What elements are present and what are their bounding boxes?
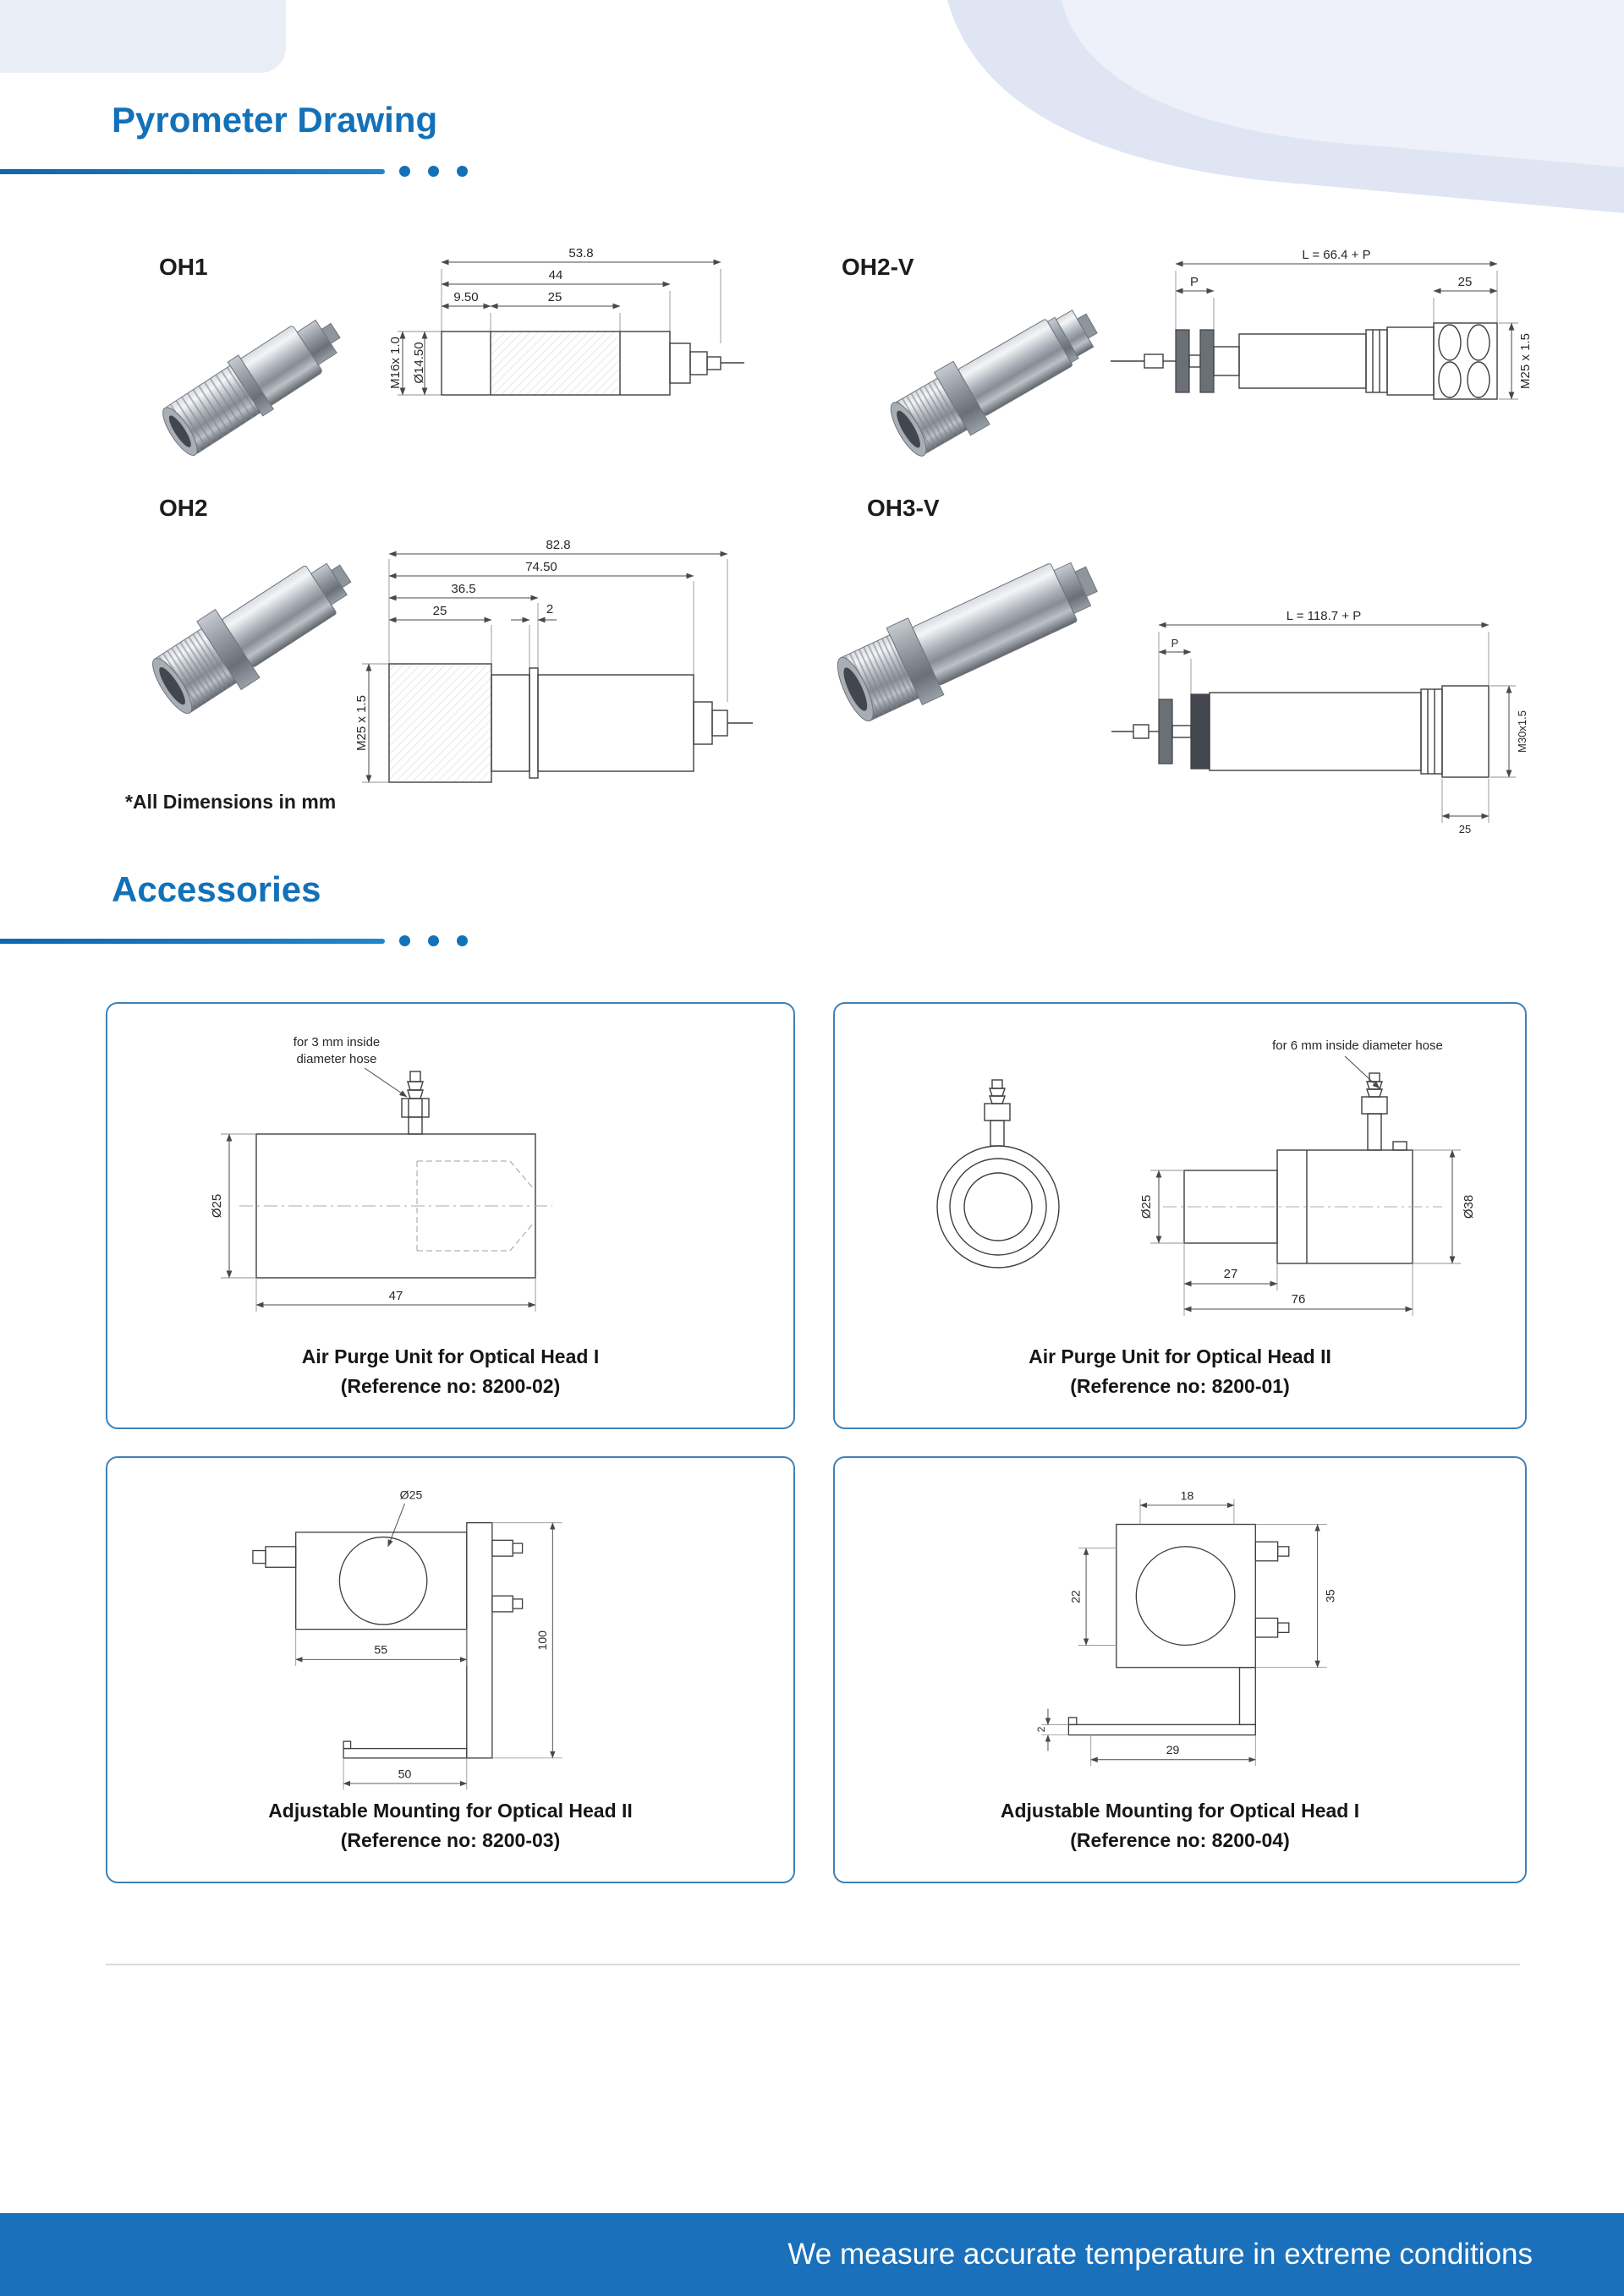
mounting-1-dim-left: 22 xyxy=(1068,1590,1083,1603)
decor-top-right-wave xyxy=(897,0,1624,279)
oh1-dim-950: 9.50 xyxy=(453,290,479,304)
oh1-label: OH1 xyxy=(159,254,208,280)
air-purge-2-dim-dia-small: Ø25 xyxy=(1139,1194,1154,1219)
accessory-reference: (Reference no: 8200-03) xyxy=(340,1828,561,1851)
oh2v-photo-sensor xyxy=(881,292,1110,465)
mounting-1-bracket xyxy=(1068,1525,1288,1735)
oh3v-dim-total: L = 118.7 + P xyxy=(1286,609,1362,623)
oh2v-dimension-drawing xyxy=(1095,247,1535,467)
accessory-reference: (Reference no: 8200-02) xyxy=(340,1374,561,1397)
oh1-thread-hatch xyxy=(491,332,620,395)
mounting-2-dim-dia: Ø25 xyxy=(399,1488,422,1502)
oh2-dim-365: 36.5 xyxy=(451,582,476,596)
air-purge-2-callout: for 6 mm inside diameter hose xyxy=(1272,1038,1443,1053)
oh3v-dim-25: 25 xyxy=(1458,823,1472,836)
accessory-card-mounting-2 xyxy=(106,1456,795,1883)
oh2-dim-2: 2 xyxy=(546,602,554,616)
air-purge-2-drawing xyxy=(859,1024,1501,1320)
oh2-dim-745: 74.50 xyxy=(525,560,557,574)
air-purge-1-callout-line2: diameter hose xyxy=(295,1052,377,1066)
air-purge-2-dim-dia-big: Ø38 xyxy=(1462,1194,1476,1219)
accessories-rule xyxy=(0,939,385,944)
oh3v-body-outline xyxy=(1210,693,1421,770)
oh2v-dim-p: P xyxy=(1189,275,1199,289)
accessories-title: Accessories xyxy=(112,869,321,909)
accessory-title: Adjustable Mounting for Optical Head II xyxy=(268,1800,633,1822)
accessory-title: Air Purge Unit for Optical Head II xyxy=(1029,1345,1331,1367)
oh2v-label: OH2-V xyxy=(842,254,914,280)
oh2v-product-photo xyxy=(850,279,1121,490)
title-rule-dots xyxy=(399,166,468,177)
air-purge-2-dim-total: 76 xyxy=(1291,1292,1306,1307)
mounting-2-dim-width: 55 xyxy=(373,1642,387,1657)
oh2v-body-outline xyxy=(1239,334,1366,388)
dot-icon xyxy=(457,935,468,946)
oh3v-photo-sensor xyxy=(827,541,1109,732)
oh1-product-photo xyxy=(118,288,372,490)
oh3v-dimension-drawing xyxy=(1100,605,1531,858)
oh2-product-photo xyxy=(114,520,376,757)
air-purge-1-nozzle xyxy=(402,1071,429,1134)
accessory-card-mounting-1 xyxy=(833,1456,1527,1883)
footer-tagline: We measure accurate temperature in extreme conditions xyxy=(787,2238,1533,2271)
oh3v-dim-p: P xyxy=(1171,637,1179,649)
oh2-photo-sensor xyxy=(141,540,367,726)
mounting-1-caption xyxy=(1001,1796,1359,1855)
oh2-dim-25: 25 xyxy=(432,604,447,618)
air-purge-1-dim-len: 47 xyxy=(388,1289,403,1303)
oh3v-label: OH3-V xyxy=(867,495,940,521)
oh2-dim-total: 82.8 xyxy=(546,538,571,552)
oh1-dimension-drawing xyxy=(381,247,744,467)
oh3v-dim-thread: M30x1.5 xyxy=(1516,710,1528,753)
accessory-title: Air Purge Unit for Optical Head I xyxy=(301,1345,600,1367)
oh1-dim-44: 44 xyxy=(548,268,563,282)
oh2-dimension-drawing xyxy=(338,537,753,816)
mounting-1-drawing xyxy=(859,1478,1501,1796)
accessory-reference: (Reference no: 8200-01) xyxy=(1070,1374,1290,1397)
air-purge-2-side-view xyxy=(1163,1073,1442,1263)
oh2-body-outline xyxy=(538,675,694,771)
mounting-2-dim-height: 100 xyxy=(535,1630,549,1651)
mounting-1-dim-thickness: 2 xyxy=(1035,1726,1048,1733)
oh2-label: OH2 xyxy=(159,495,208,521)
air-purge-2-dim-front: 27 xyxy=(1223,1267,1238,1281)
decor-top-left-shape xyxy=(0,0,286,73)
oh1-dim-diameter: Ø14.50 xyxy=(412,342,426,384)
oh2-thread-hatch xyxy=(389,664,491,782)
mounting-1-dim-right: 35 xyxy=(1323,1589,1337,1603)
oh2v-dim-thread: M25 x 1.5 xyxy=(1518,333,1533,389)
footer-divider xyxy=(106,1964,1520,1965)
air-purge-1-drawing xyxy=(129,1024,772,1320)
accessory-reference: (Reference no: 8200-04) xyxy=(1070,1828,1290,1851)
air-purge-1-callout-line1: for 3 mm inside xyxy=(293,1035,380,1049)
air-purge-2-front-view xyxy=(937,1080,1059,1268)
accessories-rule-dots xyxy=(399,935,468,946)
mounting-2-caption xyxy=(268,1796,633,1855)
air-purge-2-caption xyxy=(1029,1342,1331,1400)
dot-icon xyxy=(399,166,410,177)
accessory-card-air-purge-2 xyxy=(833,1002,1527,1429)
air-purge-1-caption xyxy=(302,1342,599,1400)
mounting-2-bracket xyxy=(252,1523,522,1758)
dot-icon xyxy=(428,935,439,946)
accessory-card-air-purge-1 xyxy=(106,1002,795,1429)
oh1-dim-total: 53.8 xyxy=(568,247,594,260)
dimensions-note: *All Dimensions in mm xyxy=(125,791,337,813)
oh2v-dim-25: 25 xyxy=(1457,275,1473,289)
oh1-dim-thread: M16x 1.0 xyxy=(388,337,403,389)
footer-bar xyxy=(0,2213,1624,2296)
accessory-title: Adjustable Mounting for Optical Head I xyxy=(1000,1800,1360,1822)
oh2v-dim-total: L = 66.4 + P xyxy=(1302,248,1371,262)
dot-icon xyxy=(399,935,410,946)
oh1-dim-25: 25 xyxy=(547,290,562,304)
mounting-1-dim-top: 18 xyxy=(1180,1488,1194,1503)
dot-icon xyxy=(428,166,439,177)
oh1-photo-sensor xyxy=(155,304,353,463)
mounting-2-dim-base: 50 xyxy=(398,1767,411,1781)
oh2-dim-thread: M25 x 1.5 xyxy=(354,695,369,751)
dot-icon xyxy=(457,166,468,177)
oh3v-product-photo xyxy=(804,520,1125,757)
air-purge-1-dim-dia: Ø25 xyxy=(209,1193,224,1219)
title-rule xyxy=(0,169,385,174)
mounting-1-dim-base: 29 xyxy=(1166,1743,1180,1757)
pyrometer-drawing-title: Pyrometer Drawing xyxy=(112,100,438,140)
mounting-2-drawing xyxy=(129,1478,772,1796)
